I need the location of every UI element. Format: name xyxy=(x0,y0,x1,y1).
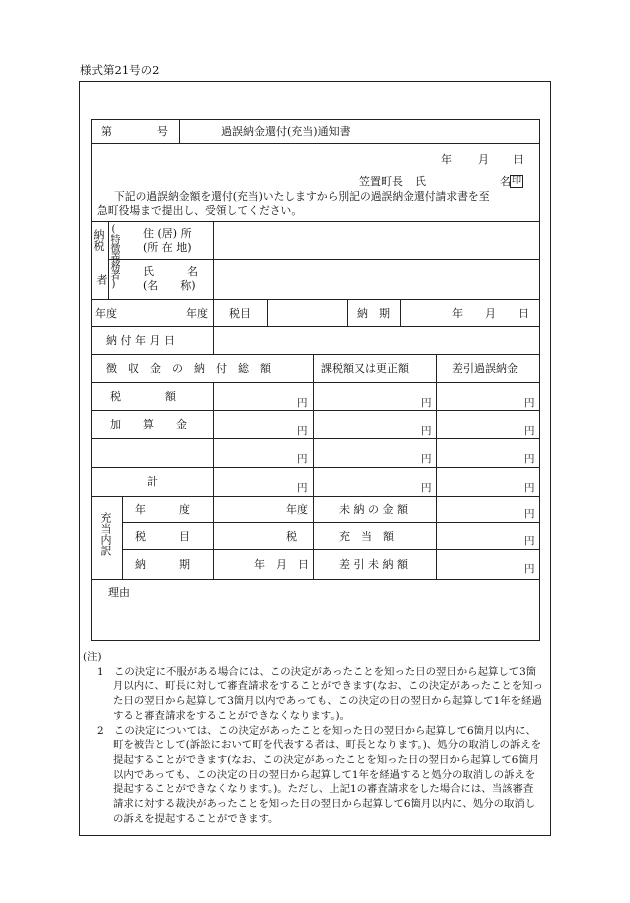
yen-r1-c1: 円 xyxy=(297,397,308,409)
yen-r4-c2: 円 xyxy=(421,482,432,494)
alloc-net-unpaid-label: 差 引 未 納 額 xyxy=(339,558,408,571)
name-label-1: 氏 名 xyxy=(143,265,198,278)
yen-r4-c3: 円 xyxy=(524,482,535,494)
yen-r3-c2: 円 xyxy=(421,453,432,465)
date-day: 日 xyxy=(513,153,524,166)
taxpayer-outer-label-1: 納税 xyxy=(92,229,105,251)
notes xyxy=(83,650,543,826)
alloc-year-label: 年 度 xyxy=(135,503,190,516)
number-label-2: 号 xyxy=(157,125,168,138)
address-label-2: (所 在 地) xyxy=(143,241,192,254)
address-label-1: 住 (居) 所 xyxy=(143,227,192,240)
alloc-period-unit: 年 月 日 xyxy=(254,558,309,571)
note-item-2: 2 この決定については、この決定があったことを知った日の翌日から起算して6箇月以内に、町を被告として(訴訟において町を代表する者は、町長となります。)、処分の取消しの訴えを提起することができます(なお、この決定があったことを知った日の翌日から起算して6箇月以内であっても、この決定の日の翌日から起算して1年を経過すると処分の取消しの訴えを提起することができなくなります。)。ただし、上記1の審査請求をした場合には、当該審査請求に対する裁決があったことを知った日の翌日から起算して6箇月以内に、処分の取消しの訴えを提起することができます。 xyxy=(97,724,542,825)
date-year: 年 xyxy=(441,153,452,166)
intro-text-line2: 急町役場まで提出し、受領してください。 xyxy=(97,204,303,217)
seal-mark: 印 xyxy=(511,176,521,186)
name-label-2: (名 称) xyxy=(143,279,196,292)
yen-r1-c3: 円 xyxy=(524,397,535,409)
tax-date-label: 年 月 日 xyxy=(452,307,529,320)
allocation-label: 充当内訳 xyxy=(99,512,112,556)
reason-label: 理由 xyxy=(108,586,130,599)
row-surcharge-label: 加 算 金 xyxy=(110,418,187,431)
yen-alloc-1: 円 xyxy=(524,508,535,520)
number-label-1: 第 xyxy=(101,125,112,138)
yen-r2-c2: 円 xyxy=(421,425,432,437)
issuer-title: 笠置町長 xyxy=(359,175,403,188)
yen-r2-c3: 円 xyxy=(524,425,535,437)
taxpayer-outer-label-2: (特徴義務者) xyxy=(108,224,119,289)
yen-r3-c1: 円 xyxy=(297,453,308,465)
col-collected-total: 徴 収 金 の 納 付 総 額 xyxy=(106,362,271,375)
yen-alloc-2: 円 xyxy=(524,535,535,547)
tax-period-label: 納 期 xyxy=(357,307,390,320)
tax-year-label-1: 年度 xyxy=(95,307,117,320)
issuer-name-label-2: 名 xyxy=(500,175,511,188)
alloc-item-label: 税 目 xyxy=(135,530,190,543)
alloc-allocated-label: 充 当 額 xyxy=(339,530,394,543)
yen-alloc-3: 円 xyxy=(524,563,535,575)
intro-text-line1: 下記の過誤納金額を還付(充当)いたしますから別記の過誤納金還付請求書を至 xyxy=(114,190,490,203)
alloc-unpaid-label: 未 納 の 金 額 xyxy=(339,503,408,516)
tax-year-label-2: 年度 xyxy=(186,307,208,320)
alloc-year-unit: 年度 xyxy=(286,503,308,516)
col-refund: 差引過誤納金 xyxy=(452,362,518,375)
row-tax-label: 税 額 xyxy=(110,390,176,403)
payment-date-label: 納 付 年 月 日 xyxy=(106,334,175,347)
tax-item-label: 税目 xyxy=(229,307,251,320)
alloc-period-label: 納 期 xyxy=(135,558,190,571)
taxpayer-outer-label-3: 者 xyxy=(95,274,108,285)
notes-heading: (注) xyxy=(83,651,102,663)
yen-r1-c2: 円 xyxy=(421,397,432,409)
col-assessed: 課税額又は更正額 xyxy=(321,362,409,375)
form-code: 様式第21号の2 xyxy=(80,63,160,77)
date-month: 月 xyxy=(478,153,489,166)
yen-r3-c3: 円 xyxy=(524,453,535,465)
yen-r4-c1: 円 xyxy=(297,482,308,494)
issuer-name-label-1: 氏 xyxy=(415,175,426,188)
note-item-1: 1 この決定に不服がある場合には、この決定があったことを知った日の翌日から起算して3箇月以内に、町長に対して審査請求をすることができます(なお、この決定があったことを知った日の翌日から起算して3箇月以内であっても、この決定の日の翌日から起算して1年を経過すると審査請求をすることができなくなります。)。 xyxy=(97,665,543,722)
row-total-label: 計 xyxy=(147,475,158,488)
document-title: 過誤納金還付(充当)通知書 xyxy=(221,125,351,138)
yen-r2-c1: 円 xyxy=(297,425,308,437)
alloc-item-unit: 税 xyxy=(286,530,297,543)
